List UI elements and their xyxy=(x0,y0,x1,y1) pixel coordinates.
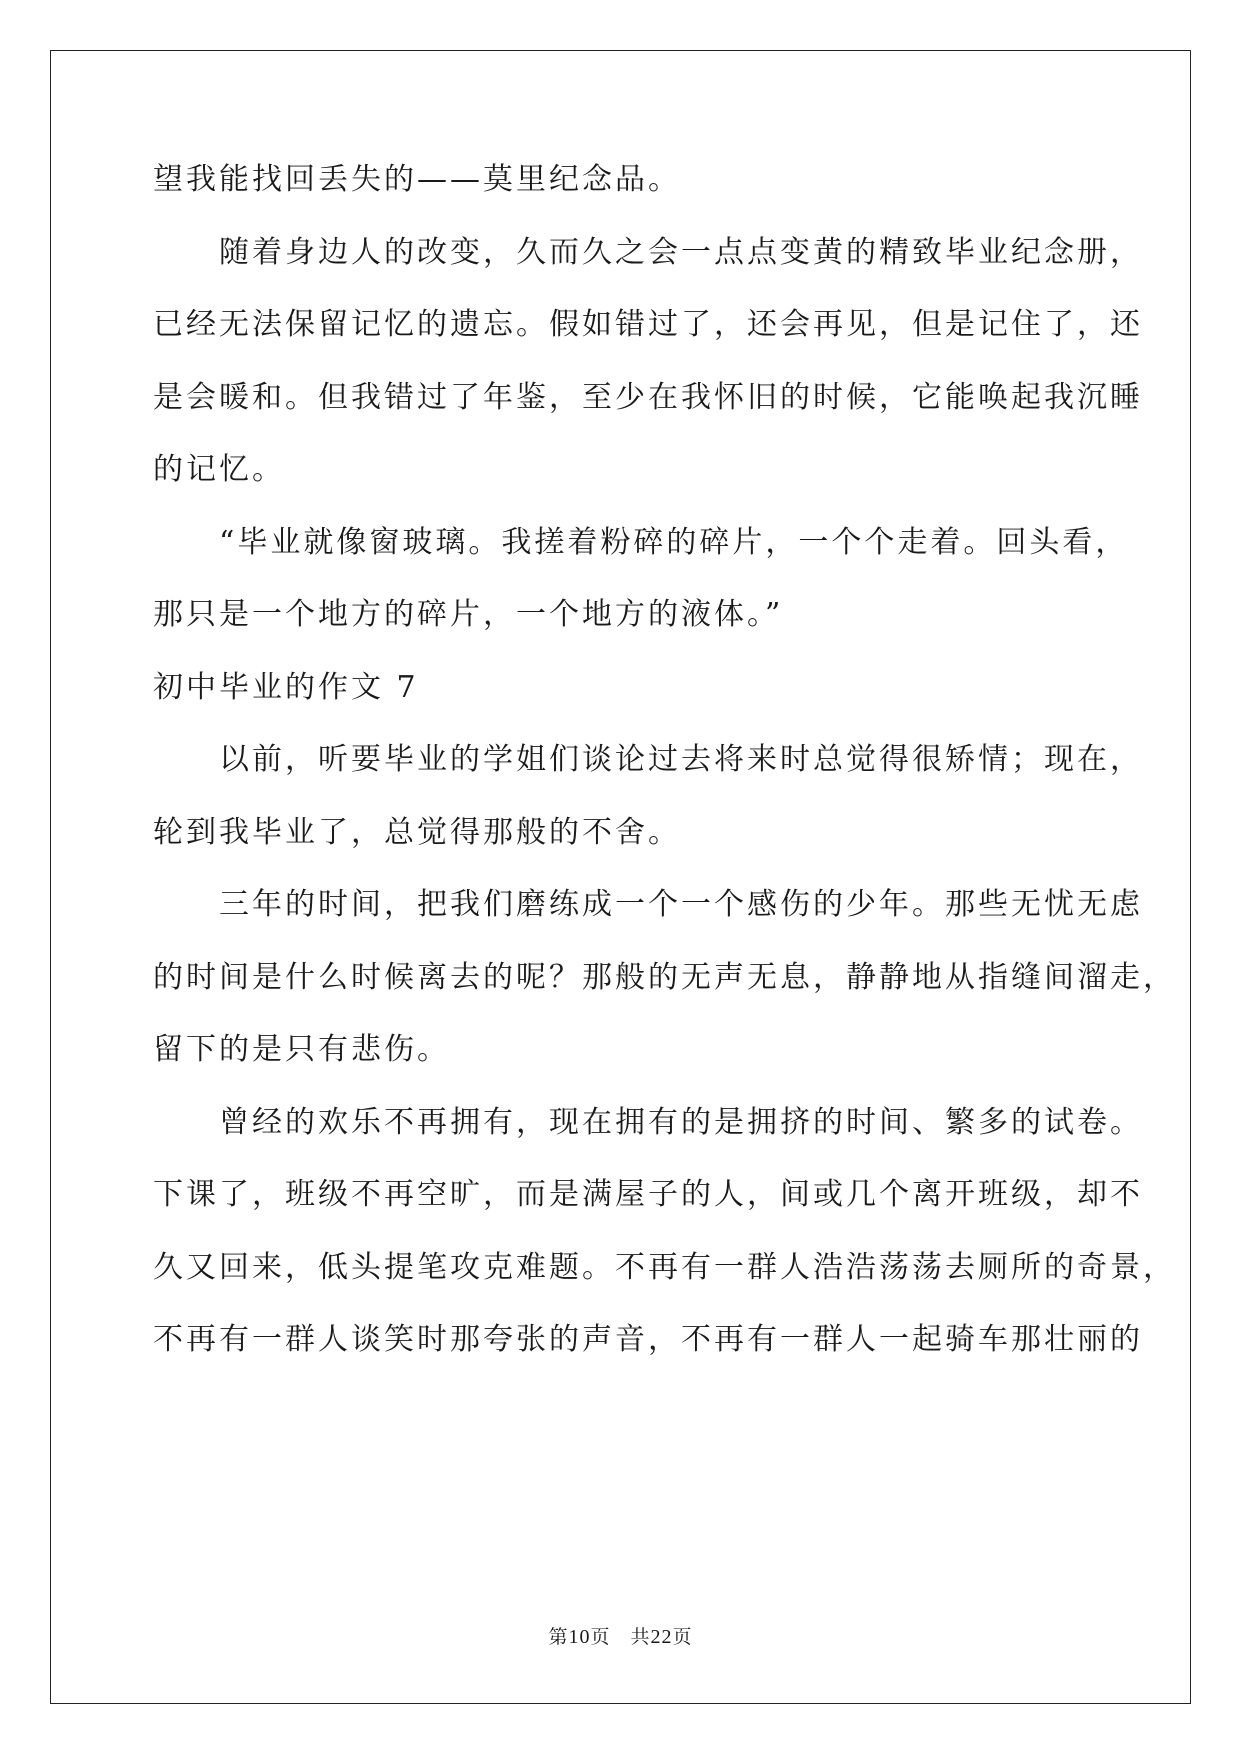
text-line: 已经无法保留记忆的遗忘。假如错过了，还会再见，但是记住了，还 xyxy=(153,307,1143,342)
text-line: 留下的是只有悲伤。 xyxy=(153,1032,450,1067)
text-line: 曾经的欢乐不再拥有，现在拥有的是拥挤的时间、繁多的试卷。 xyxy=(153,1104,1143,1140)
footer-page-number: 10 xyxy=(568,1626,591,1648)
footer-suffix: 页 xyxy=(672,1626,693,1648)
text-line: 轮到我毕业了，总觉得那般的不舍。 xyxy=(153,814,681,850)
text-line: 是会暖和。但我错过了年鉴，至少在我怀旧的时候，它能唤起我沉睡 xyxy=(153,379,1143,415)
footer-total-pages: 22 xyxy=(650,1626,673,1648)
page-border xyxy=(50,50,1191,1704)
text-line: 以前，听要毕业的学姐们谈论过去将来时总觉得很矫情；现在， xyxy=(153,742,1143,777)
text-line: 初中毕业的作文 7 xyxy=(153,669,419,705)
text-line: 望我能找回丢失的——莫里纪念品。 xyxy=(153,162,681,197)
text-line: 久又回来，低头提笔攻克难题。不再有一群人浩浩荡荡去厕所的奇景， xyxy=(153,1249,1176,1285)
text-line: 的时间是什么时候离去的呢？那般的无声无息，静静地从指缝间溜走， xyxy=(153,959,1176,995)
text-line: 不再有一群人谈笑时那夸张的声音，不再有一群人一起骑车那壮丽的 xyxy=(153,1322,1143,1357)
footer-middle: 页 共 xyxy=(590,1626,651,1648)
footer-prefix: 第 xyxy=(548,1626,569,1648)
text-line: 随着身边人的改变，久而久之会一点点变黄的精致毕业纪念册， xyxy=(153,234,1143,270)
text-line: 下课了，班级不再空旷，而是满屋子的人，间或几个离开班级，却不 xyxy=(153,1177,1143,1212)
text-line: “毕业就像窗玻璃。我搓着粉碎的碎片，一个个走着。回头看， xyxy=(153,524,1129,560)
page-footer xyxy=(0,1625,1241,1649)
text-line: 那只是一个地方的碎片，一个地方的液体。” xyxy=(153,597,784,632)
text-line: 的记忆。 xyxy=(153,452,285,487)
text-line: 三年的时间，把我们磨练成一个一个感伤的少年。那些无忧无虑 xyxy=(153,887,1143,922)
